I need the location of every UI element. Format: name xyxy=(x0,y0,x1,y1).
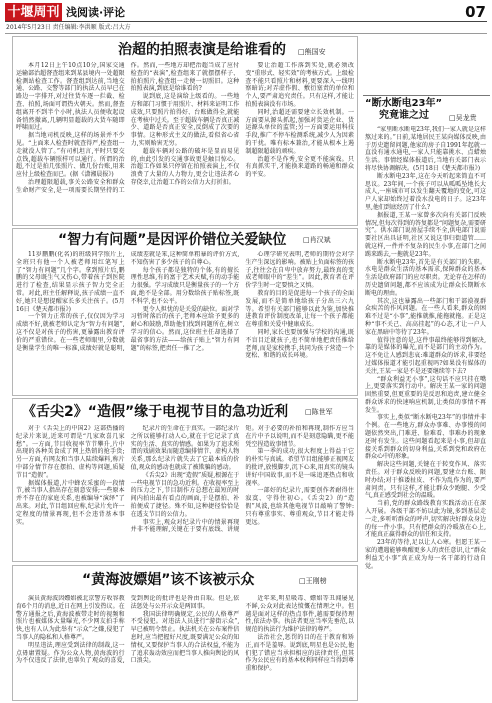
dateline: 2014年5月23日 责任编辑:李洪顺 版式:吕大方 xyxy=(6,24,131,31)
article-byline: □陈世军 xyxy=(305,408,333,416)
article-paragraph: 超载车辆对公路的破坏是显而易见的,由此引发的交通事故更是触目惊心。治超工作如果只停留在拍照表演上,不仅浪费了大量的人力物力,更会让违法者心存侥幸,让治超工作的公信力大打折扣。 xyxy=(130,147,240,186)
article-documentary-fakery xyxy=(12,398,358,562)
header-divider xyxy=(5,33,487,34)
article-paragraph: 近年来,明星吸毒、嫖娼等丑闻屡见不鲜,公众对此表达愤慨在情理之中。但越是面对这样的热点事件,越需要保持理性,依法办事。执法者更应当率先垂范,以规范的执法行为维护法律的尊严。 xyxy=(245,595,354,634)
page-number: 07 xyxy=(465,3,486,21)
article-paragraph: 演员黄海波因嫖娼被北京警方收容教育6个月的消息,近日在网上引发热议。在警方通报之后,黄海波被带走时的视频和照片也被媒体大量曝光,不少网友拍手称快,也有人认为此举有“示众”之嫌,侵犯了当事人的隐私和人格尊严。 xyxy=(16,595,125,641)
article-paragraph: “家里断水断电23年,我们一家人就是这样熬过来的。”日前,某地居民王某向媒体反映,由于历史遗留问题,他家的房子自1991年起就一直没有通水通电,一家人只能靠挑水、点蜡烛生活。事情经媒体报道后,当地有关部门表示将尽快协调解决。(5月18日《楚天都市报》) xyxy=(365,126,486,172)
sidebar-title-line1: “断水断电23年” xyxy=(365,98,443,109)
article-paragraph: 治理超限超载,事关公路安全和群众生命财产安全,是一项需要长期坚持的工作。然而,一些地方却把治超当成了应付检查的“表演”,检查组来了就摆摆样子、拍拍照片,检查组一走便一切照旧。这种拍照表演,到底是给谁看的? xyxy=(16,62,240,194)
sidebar-title-line2: 究竟谁之过 xyxy=(379,110,429,121)
article-title: “智力有问题”是因评价错位关爱缺位 xyxy=(58,232,287,248)
article-paragraph: 更令人担忧的是关爱的缺位。面对学习暂时落后的孩子,老师本应给予更多的耐心和鼓励,帮助他们找到问题所在,树立学习的信心。然而,这位班主任却选择了最省事的方法——给孩子贴上“智力有问题”的标签,把责任一推了之。 xyxy=(130,305,240,352)
article-paragraph: 治超不是作秀,安全更不能演戏。只有真抓实干,才能换来道路的畅通和群众的平安。 xyxy=(245,155,354,179)
sidebar-article xyxy=(363,36,490,701)
article-paragraph: 同时,家长也要加强与学校的沟通,既不盲目迁就孩子,也不简单地把责任推给老师,而是家校携手,共同为孩子营造一个宽松、和谐的成长环境。 xyxy=(245,328,354,360)
article-paragraph: 据媒体报道,片中蜂农采蜜的一段情节,被当事人指出存在刻意安排;一些原本并不存在的家庭关系,也被编导“演绎”了出来。对此,节目组回应称,纪录片允许一定程度的情景再现,但不会违背基本事实。 xyxy=(16,479,125,526)
article-paragraph: 同时,治超还需要建立长效机制。一方面要从源头抓起,加强对货运企业、货运源头单位的监管;另一方面要运用科技手段,推广不停车检测系统,减少人为因素的干扰。唯有标本兼治,才能从根本上遏制超限超载的顽疾。 xyxy=(245,108,354,155)
article-paragraph: 说到底,这是演给上级看的。一些地方和部门习惯于用照片、材料来证明工作成效,只要照片拍得好、台账做得全,就能在考核中过关。至于超载车辆是否真正减少、道路是否真正安全,反倒成了次要的事情。这种形式主义的做法,看似省心省力,实则贻害无穷。 xyxy=(130,93,240,147)
article-paragraph: 当前,党的群众路线教育实践活动正在深入开展。各级干部不妨以此为镜,多到基层走一走,多听听群众的呼声,切实解决好群众身边的每一件小事。只有把群众的冷暖放在心上,才能真正赢得群众的信任和支持。 xyxy=(365,500,486,539)
article-paragraph: 对于《舌尖上的中国2》这部热播的纪录片来说,近来可谓是“几家欢喜几家愁”。一方面,节目收视率节节攀升,片中出现的各种美食成了网上热销的抢手货;另一方面,有网友和当事人陆续爆料,称片中部分情节存在摆拍、虚构等问题,质疑节目“造假”。 xyxy=(16,425,125,479)
article-paragraph: 要让治超工作落到实处,就必须改变“重形式、轻实效”的考核方式。上级检查不能只看照片和材料,更要深入一线明察暗访;对弄虚作假、敷衍塞责的单位和个人,要严肃追究责任。只有这样,才能让拍照表演没有市场。 xyxy=(245,62,354,108)
article-paragraph: 法治社会,惩罚的目的在于教育和矫正,而不是羞辱。说到底,明星也是公民,他们犯了错应当承担相应的法律责任,但其作为公民应有的基本权利同样应当得到尊重和保护。 xyxy=(245,633,354,673)
article-paragraph: 其次,这也暴露出一些部门和干部漠视群众疾苦的作风问题。在一些人看来,群众的困难不过是“小事”,能推就推,能拖就拖。正是这种“事不关己、高高挂起”的心态,才让一户人家在黑暗中等待了23年。 xyxy=(365,297,486,336)
article-paragraph: 心理学研究表明,老师的期待会对学生产生深远的影响。被贴上负面标签的孩子,往往会在自卑中放弃努力,最终真的变成老师眼中的“差生”。因此,教育者在评价学生时一定要慎之又慎。 xyxy=(245,251,354,290)
article-body xyxy=(16,251,354,393)
article-paragraph: 本月12日上午10点10分,国家交通运输部治超督查组来到某县境内一处超限检测站检查工作。督查组到达前,当地交通、公路、交警等部门的执法人员早已在路边一字排开,对过往货车逐一拦截、检查、拍照,场面可谓热火朝天。然而,督查组离开不到半个小时,执法人员便收起设备悄然撤离,几辆明显超载的大货车随即呼啸而过。 xyxy=(16,62,125,132)
article-paragraph: 第一季的成功,很大程度上得益于它的朴实与真诚。希望节目组能够正视网友的批评,放慢脚步,沉下心来,用真实的镜头讲好中国故事,而不是一味追逐热点和收视率。 xyxy=(245,448,354,487)
article-paragraph: 23年的等待,足以让人心寒。但愿王某一家的遭遇能够唤醒更多人的责任意识,让“群众利益无小事”真正成为每一名干部的行动自觉。 xyxy=(365,539,486,570)
article-paragraph: 一部好的纪录片,需要创作者耐得住寂寞、守得住初心。《舌尖2》的“造假”风波,也给其他电视节目敲响了警钟:只有尊重事实、尊重观众,节目才能走得更远。 xyxy=(245,487,354,526)
article-body xyxy=(16,425,354,558)
article-paragraph: 事实上,类似“断水断电23年”的事情并非个例。在一些地方,群众办事难、办事慢的问题依然突出,门难进、脸难看、事难办的现象还时有发生。这些问题看起来是小事,但却直接关系到群众的切身利益,关系到党和政府在群众心中的形象。 xyxy=(365,414,486,461)
article-paragraph: 事实上,观众对纪录片中的情景再现并非不能理解,关键在于要有底线、讲规矩。对于必要的补拍和再现,制作方应当在片中予以说明,而不是刻意隐瞒,更不能凭空捏造故事情节。 xyxy=(130,425,354,534)
article-paragraph: 纪录片的生命在于真实。一部纪录片之所以能够打动人心,就在于它记录了真实的生活、真实的情感。如果为了追求所谓的戏剧效果而随意编排情节、虚构人物关系,那么纪录片就失去了它最本质的价值,观众的感动也就成了被欺骗的感动。 xyxy=(130,425,240,471)
sidebar-byline: □吴龙贵 xyxy=(449,114,477,122)
article-paragraph: 据当地司机反映,这样的场景并不少见。“上面来人检查时就查得严,检查组一走就没人管了。”有司机坦言,平时只要交点钱,超载车辆照样可以通行。所谓的治超,不过是拍几张照片、做几份台账,用来应付上级检查而已。(据《潇湘晨报》) xyxy=(16,132,125,179)
sidebar-body xyxy=(365,126,486,698)
article-byline: □肖汉斌 xyxy=(303,236,331,244)
article-paragraph: 明星违法,理应受到法律的制裁,这一点毋庸置疑。作为公众人物,黄海波的行为不仅违反了法律,也辜负了观众的喜爱,受到舆论的批评也是咎由自取。但是,依法惩处与公开示众是两回事。 xyxy=(16,595,240,665)
article-paragraph: 每个孩子都是独特的个体,有的擅长理性思维,有的富于艺术天赋,有的动手能力很强。学习成绩只是衡量孩子的一个方面,绝不是全部。用分数给孩子贴标签,既不科学,也不公平。 xyxy=(130,266,240,305)
article-body xyxy=(16,62,354,222)
article-paragraph: 值得注意的是,这件事最终能够得到解决,靠的是媒体的曝光,而不是部门的主动作为。这不免让人感到悲哀:难道群众的诉求,非要经过媒体报道才能引起重视吗?如果没有媒体的关注,王某一家是不是还要继续等下去? xyxy=(365,336,486,375)
article-byline: □熊国安 xyxy=(298,48,326,56)
article-overload-inspection xyxy=(12,36,358,226)
article-paragraph: 一个智力正常的孩子,仅仅因为学习成绩不好,就被老师认定为“智力有问题”,这不仅是对孩子的伤害,更暴露出教育评价的严重错位。在一些老师眼里,分数就是衡量学生的唯一标准,成绩好就是聪明,成绩差就是笨,这种简单粗暴的评价方式,不知伤害了多少孩子的自尊心。 xyxy=(16,251,240,352)
article-paragraph: 11岁鹏鹏(化名)的班级同学照片上,全班只有他一个人被老师用红笔写上了“智力有问题”几个字。拿到照片后,鹏鹏的父母既生气又伤心,带着孩子到医院进行了检查,结果显示孩子智力完全正常。对此,班主任解释说,孩子成绩一直不好,她只是想提醒家长多关注孩子。(5月16日《楚天都市报》) xyxy=(16,251,125,313)
article-paragraph: 教育的目的是促进每一个孩子的全面发展,而不是简单地给孩子分出三六九等。希望有关部门能够以此为鉴,加快推进教育评价制度改革,让每一个孩子都能在尊重和关爱中健康成长。 xyxy=(245,289,354,329)
article-title: “黄海波嫖娼”该不该被示众 xyxy=(82,572,255,588)
header-rule xyxy=(5,21,487,22)
article-paragraph: 断水断电23年,这在今天听起来简直不可思议。23年间,一个孩子可以从呱呱坠地长大成人,一座城市可以发生翻天覆地的变化,可这户人家却始终过着没水没电的日子。这23年里,他们到底经历了什么? xyxy=(365,172,486,211)
article-paragraph: 解决这些问题,关键在于转变作风、落实责任。对于群众反映的问题,要建立台账、限时办结;对于推诿扯皮、不作为乱作为的,要严肃问责。只有这样,才能让群众少跑腿、少受气,真正感受到社会的温暖。 xyxy=(365,461,486,500)
article-intelligence-label xyxy=(12,228,358,396)
article-paragraph: 我国法律明确规定,公民的人格尊严不受侵犯。对违法人员进行“游街示众”,早已被明令禁止。执法机关在公布案件信息时,应当把握好尺度,既要满足公众的知情权,又要保护当事人的合法权益,不能为了追求轰动效应而把当事人推向舆论的风口浪尖。 xyxy=(130,610,240,665)
article-public-shaming xyxy=(12,565,358,701)
article-title: 《舌尖2》“造假”缘于电视节目的急功近利 xyxy=(22,404,289,420)
article-title: 治超的拍照表演是给谁看的 xyxy=(118,42,286,58)
article-byline: □王刚榜 xyxy=(299,577,327,585)
article-paragraph: 据报道,王某一家曾多次向有关部门反映情况,但每次得到的答复都是“问题复杂,需要研究”。供水部门说房屋手续不全,供电部门说需要社区出具证明,社区又说这事归街道管……就这样,一件并不复杂的民生小事,在部门之间踢来踢去,一拖就是23年。 xyxy=(365,211,486,258)
article-paragraph: 断水断电23年,首先是有关部门的失职。水电是群众生活的基本需求,保障群众的基本生活是政府部门的应尽职责。无论存在怎样的历史遗留问题,都不应该成为让群众长期断水断电的理由。 xyxy=(365,258,486,297)
article-paragraph: “群众利益无小事”,这句话不应只挂在嘴上,更要落实到行动中。解决王某一家的问题固然重要,但更重要的是反思和追责,建立健全群众诉求的快速响应机制,让类似的事情不再发生。 xyxy=(365,375,486,414)
sidebar-title-rule xyxy=(363,95,490,96)
section-name: 浅阅读·评论 xyxy=(66,6,126,19)
article-paragraph: 《舌尖2》出现“造假”质疑,根源在于一些电视节目的急功近利。在收视率至上的压力之下,节目制作方总想在最短的时间内拍出最有看点的画面,于是摆拍、补拍便成了捷径。殊不知,这种捷径恰恰是在透支节目的公信力。 xyxy=(130,471,240,518)
article-body xyxy=(16,595,354,697)
masthead-logo: 十堰周刊 xyxy=(5,3,62,22)
